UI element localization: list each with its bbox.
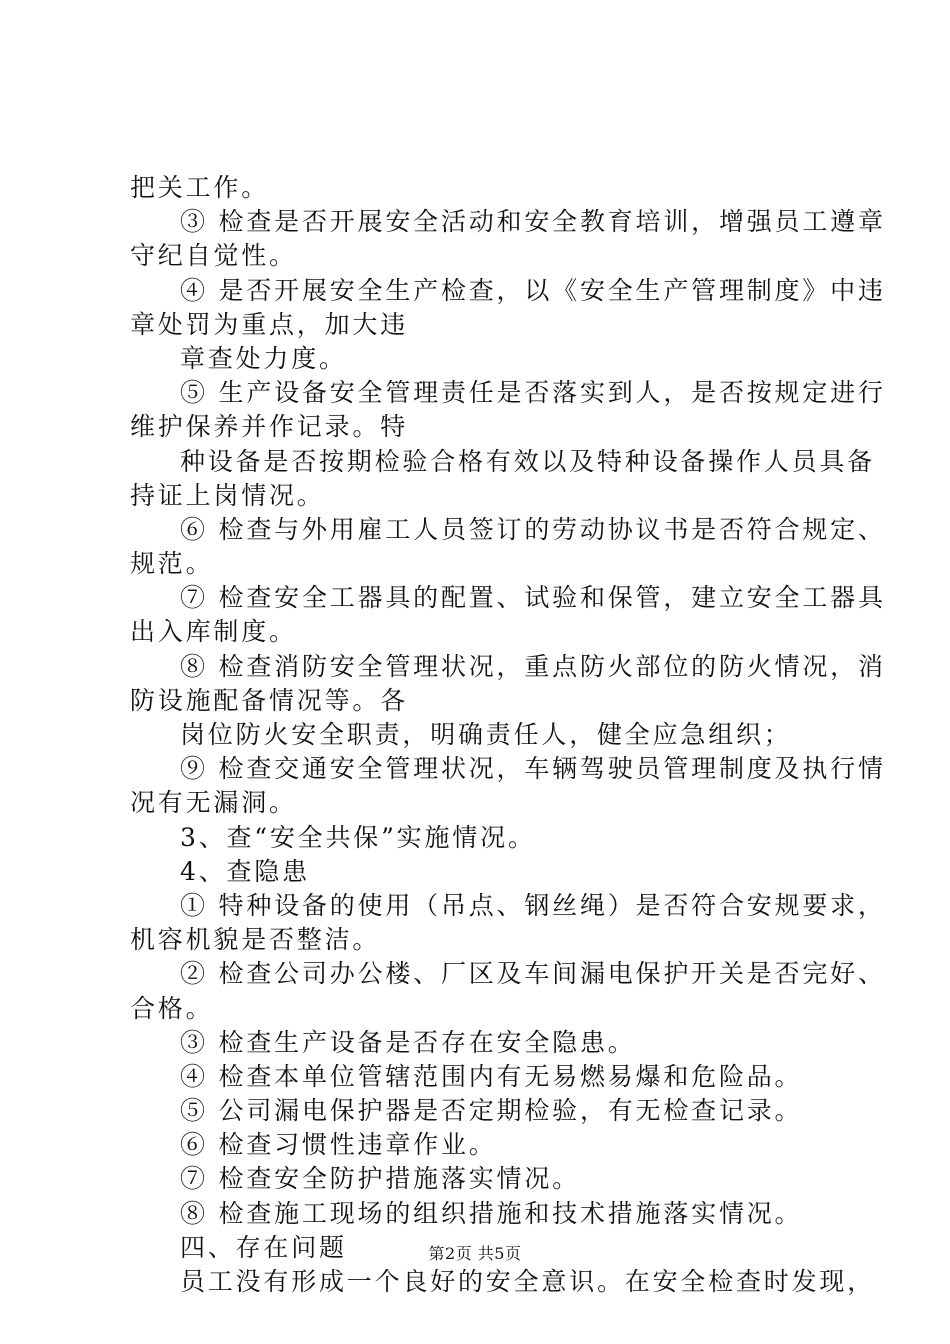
text-line: ③ 检查生产设备是否存在安全隐患。: [180, 1027, 636, 1057]
text-line: ⑨ 检查交通安全管理状况，车辆驾驶员管理制度及执行情: [180, 754, 886, 784]
text-line: ④ 是否开展安全生产检查，以《安全生产管理制度》中违: [180, 275, 886, 305]
text-line: ⑧ 检查消防安全管理状况，重点防火部位的防火情况，消: [180, 651, 886, 681]
text-line: 出入库制度。: [130, 617, 297, 647]
text-line: ⑦ 检查安全工器具的配置、试验和保管，建立安全工器具: [180, 583, 886, 613]
text-line: ⑦ 检查安全防护措施落实情况。: [180, 1164, 580, 1194]
text-line: ① 特种设备的使用（吊点、钢丝绳）是否符合安规要求，: [180, 890, 886, 920]
text-line: 况有无漏洞。: [130, 788, 297, 818]
text-line: 四、存在问题: [180, 1232, 347, 1262]
text-line: ② 检查公司办公楼、厂区及车间漏电保护开关是否完好、: [180, 959, 886, 989]
text-line: ⑤ 生产设备安全管理责任是否落实到人，是否按规定进行: [180, 378, 886, 408]
text-line: 守纪自觉性。: [130, 241, 297, 271]
text-line: 章查处力度。: [180, 343, 347, 373]
text-line: ⑥ 检查习惯性违章作业。: [180, 1130, 497, 1160]
page-footer: 第2页 共5页: [428, 1244, 522, 1263]
text-line: 章处罚为重点，加大违: [130, 309, 409, 339]
text-line: 3、查“安全共保”实施情况。: [180, 822, 536, 852]
text-line: 规范。: [130, 549, 214, 579]
text-line: 持证上岗情况。: [130, 480, 325, 510]
text-line: ⑥ 检查与外用雇工人员签订的劳动协议书是否符合规定、: [180, 514, 886, 544]
text-line: 岗位防火安全职责，明确责任人，健全应急组织；: [180, 720, 792, 749]
text-line: ③ 检查是否开展安全活动和安全教育培训，增强员工遵章: [180, 207, 886, 237]
text-line: 防设施配备情况等。各: [130, 685, 409, 715]
text-line: ⑤ 公司漏电保护器是否定期检验，有无检查记录。: [180, 1096, 803, 1126]
text-line: 员工没有形成一个良好的安全意识。在安全检查时发现，: [180, 1267, 876, 1296]
text-line: ④ 检查本单位管辖范围内有无易燃易爆和危险品。: [180, 1061, 803, 1091]
text-line: 机容机貌是否整洁。: [130, 925, 381, 955]
text-line: 种设备是否按期检验合格有效以及特种设备操作人员具备: [180, 446, 876, 476]
text-line: ⑧ 检查施工现场的组织措施和技术措施落实情况。: [180, 1198, 803, 1228]
text-line: 维护保养并作记录。特: [130, 412, 409, 442]
document-body: [130, 171, 886, 1299]
text-line: 合格。: [130, 993, 214, 1023]
text-line: 4、查隐患: [180, 856, 310, 886]
text-line: 把关工作。: [130, 173, 270, 202]
